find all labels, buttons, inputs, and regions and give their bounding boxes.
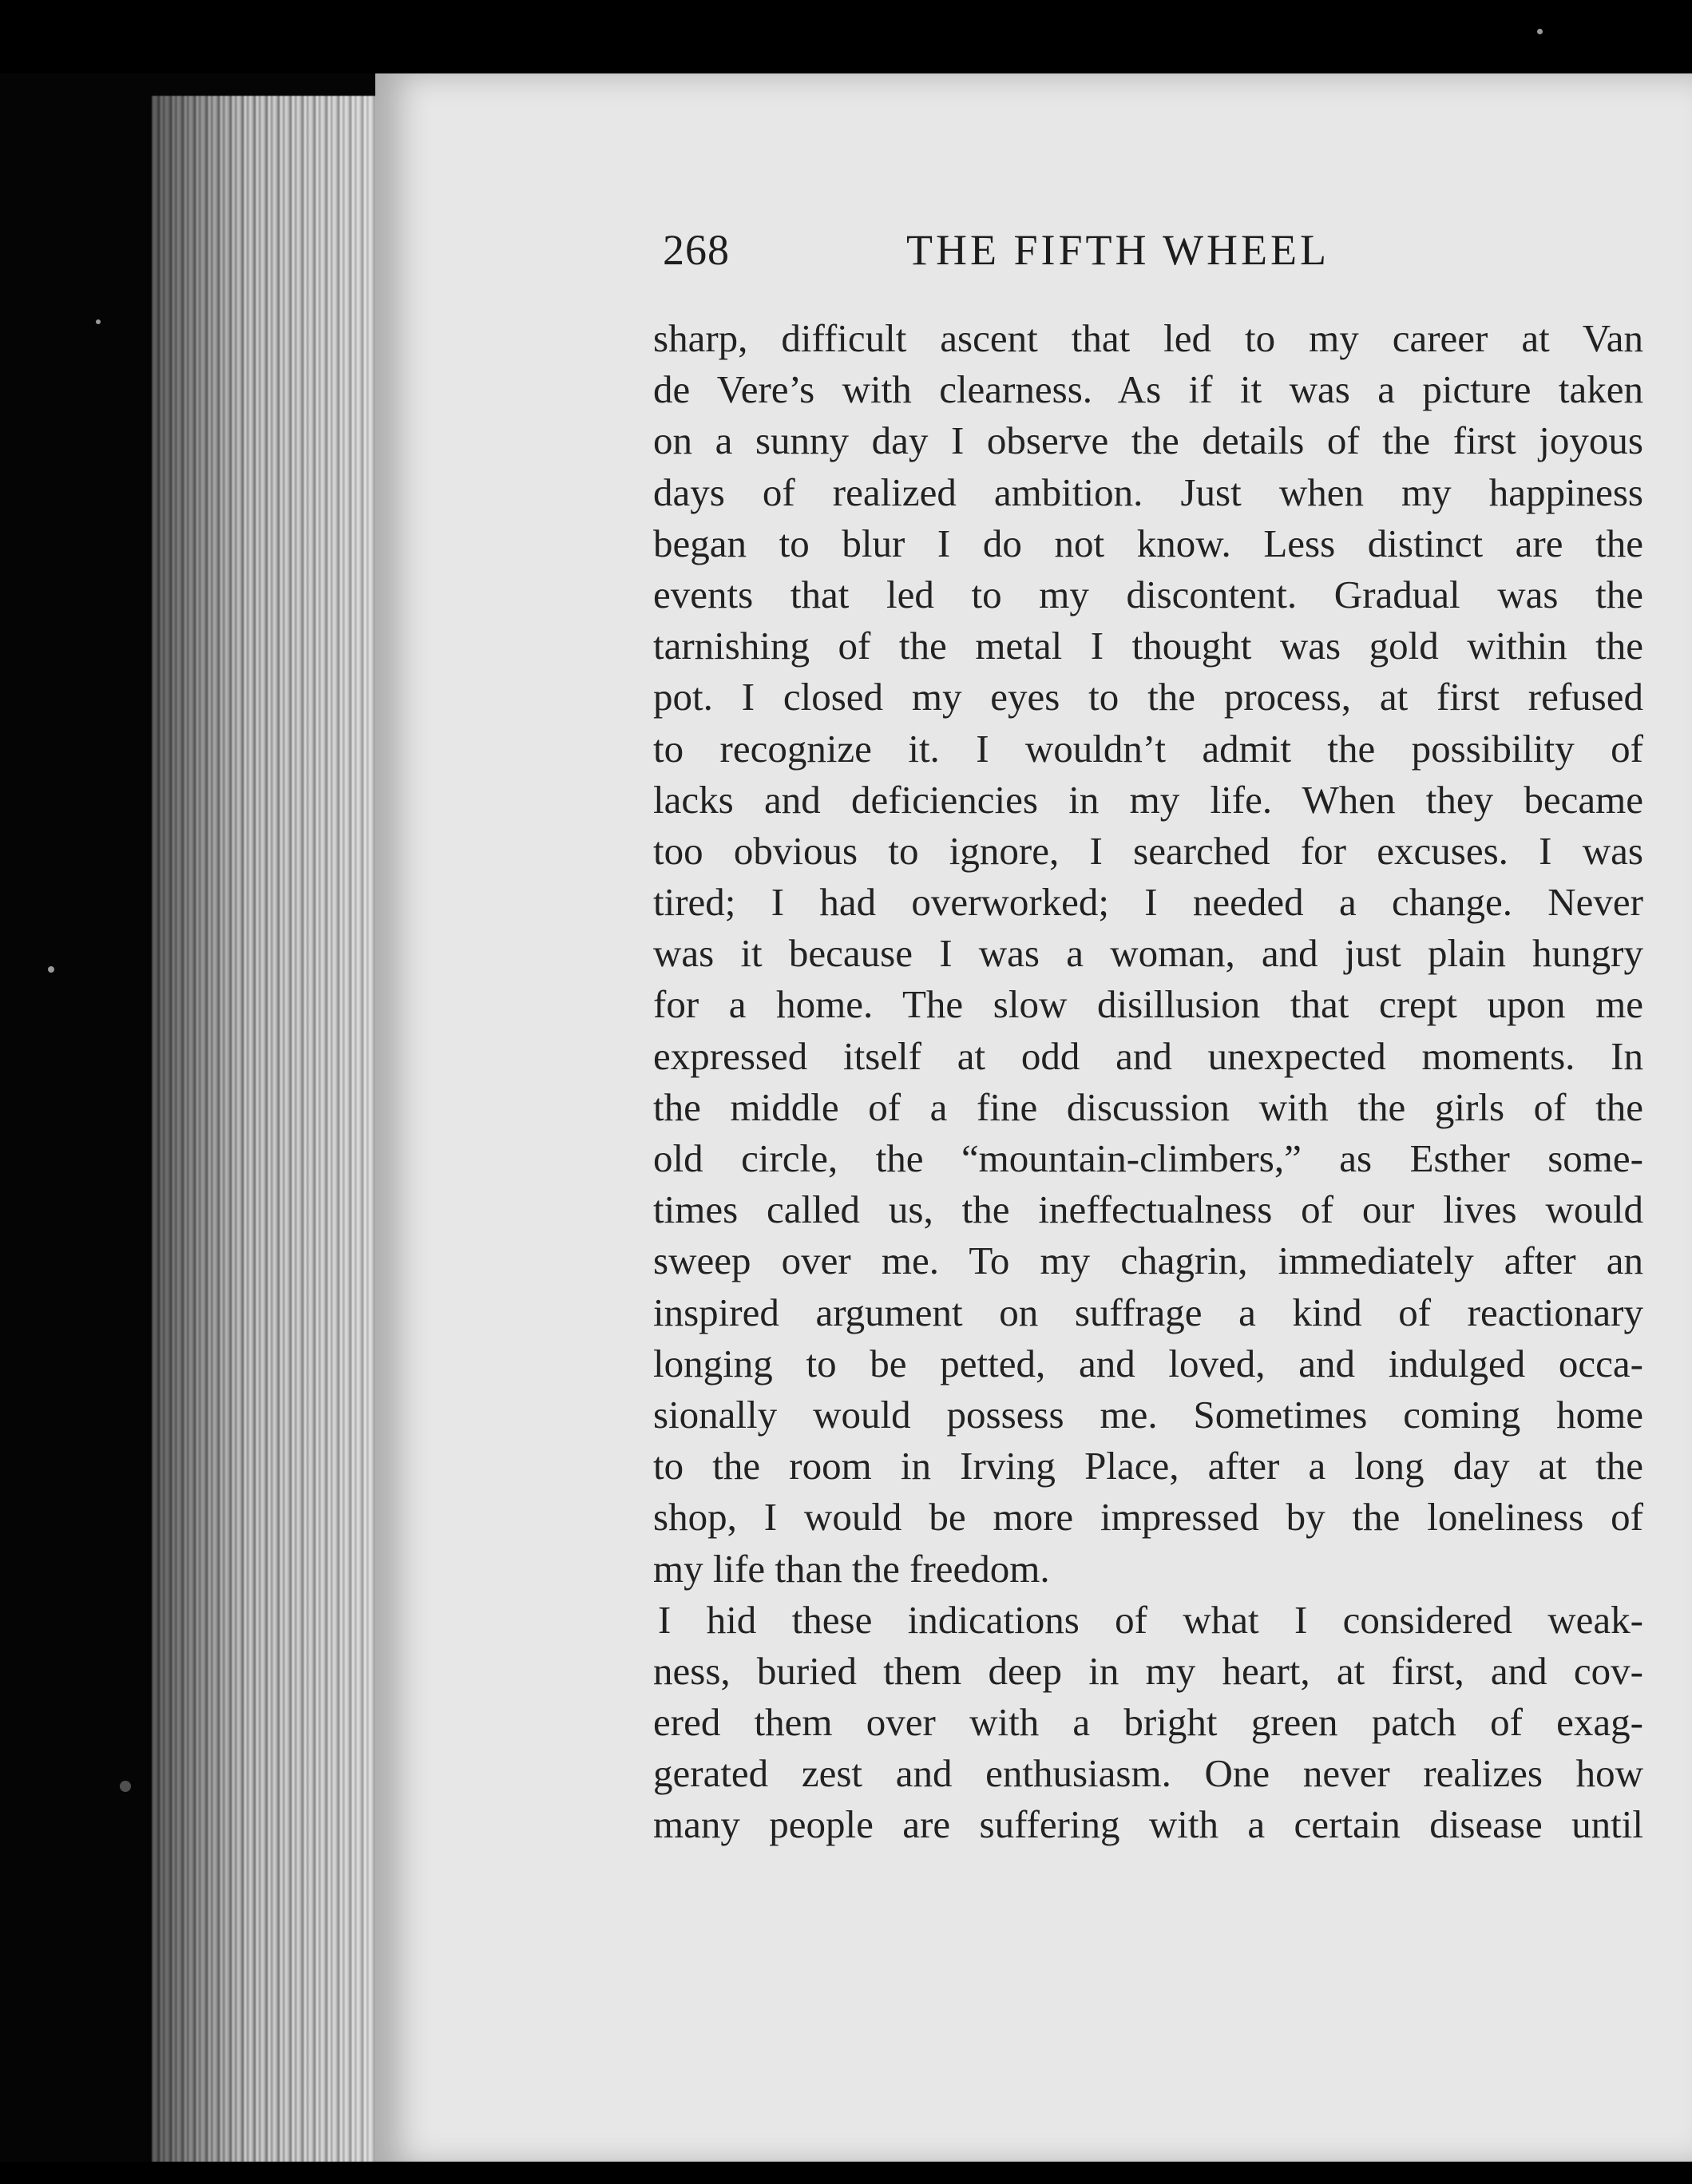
dust-speck (96, 319, 101, 324)
text-line: longing to be petted, and loved, and indulged occa- (653, 1341, 1643, 1385)
text-line: began to blur I do not know. Less distinct are the (653, 521, 1643, 565)
dust-speck (1537, 29, 1543, 34)
text-line: tired; I had overworked; I needed a change. Never (653, 880, 1643, 925)
text-line: gerated zest and enthusiasm. One never realizes how (653, 1751, 1643, 1796)
body-text (653, 313, 1643, 1851)
dust-speck (48, 966, 54, 973)
book-page-edges (152, 96, 387, 2164)
text-line: sharp, difficult ascent that led to my career at Van (653, 316, 1643, 360)
text-line: pot. I closed my eyes to the process, at first refused (653, 675, 1643, 719)
scan-border-top (0, 0, 1692, 73)
text-line: days of realized ambition. Just when my happiness (653, 470, 1643, 514)
text-line: I hid these indications of what I considered weak- (658, 1597, 1643, 1642)
text-line: inspired argument on suffrage a kind of reactionary (653, 1290, 1643, 1334)
text-line: shop, I would be more impressed by the loneliness of (653, 1495, 1643, 1540)
text-line: ered them over with a bright green patch of exag- (653, 1700, 1643, 1745)
text-line: expressed itself at odd and unexpected moments. In (653, 1033, 1643, 1078)
text-line: to the room in Irving Place, after a long day at the (653, 1444, 1643, 1488)
page-number: 268 (663, 226, 730, 274)
text-line: on a sunny day I observe the details of the first joyous (653, 418, 1643, 463)
running-title: THE FIFTH WHEEL (906, 226, 1329, 274)
text-line: for a home. The slow disillusion that crept upon me (653, 982, 1643, 1027)
text-line: my life than the freedom. (653, 1546, 1050, 1591)
text-line: to recognize it. I wouldn’t admit the possibility of (653, 726, 1643, 771)
text-line: events that led to my discontent. Gradual was the (653, 572, 1643, 616)
text-line: was it because I was a woman, and just plain hungry (653, 931, 1643, 976)
text-line: times called us, the ineffectualness of our lives would (653, 1187, 1643, 1232)
text-line: ness, buried them deep in my heart, at first, and cov- (653, 1648, 1643, 1693)
text-line: many people are suffering with a certain disease until (653, 1802, 1643, 1847)
scan-border-bottom (0, 2162, 1692, 2184)
text-line: sionally would possess me. Sometimes coming home (653, 1392, 1643, 1437)
text-line: the middle of a fine discussion with the girls of the (653, 1084, 1643, 1129)
text-line: de Vere’s with clearness. As if it was a picture taken (653, 367, 1643, 412)
text-line: tarnishing of the metal I thought was gold within the (653, 624, 1643, 668)
text-line: lacks and deficiencies in my life. When they became (653, 777, 1643, 822)
dust-speck (120, 1781, 131, 1792)
page-header (663, 225, 1645, 281)
text-line: old circle, the “mountain-climbers,” as Esther some- (653, 1136, 1643, 1180)
text-line: too obvious to ignore, I searched for excuses. I was (653, 828, 1643, 873)
text-line: sweep over me. To my chagrin, immediately after an (653, 1239, 1643, 1283)
